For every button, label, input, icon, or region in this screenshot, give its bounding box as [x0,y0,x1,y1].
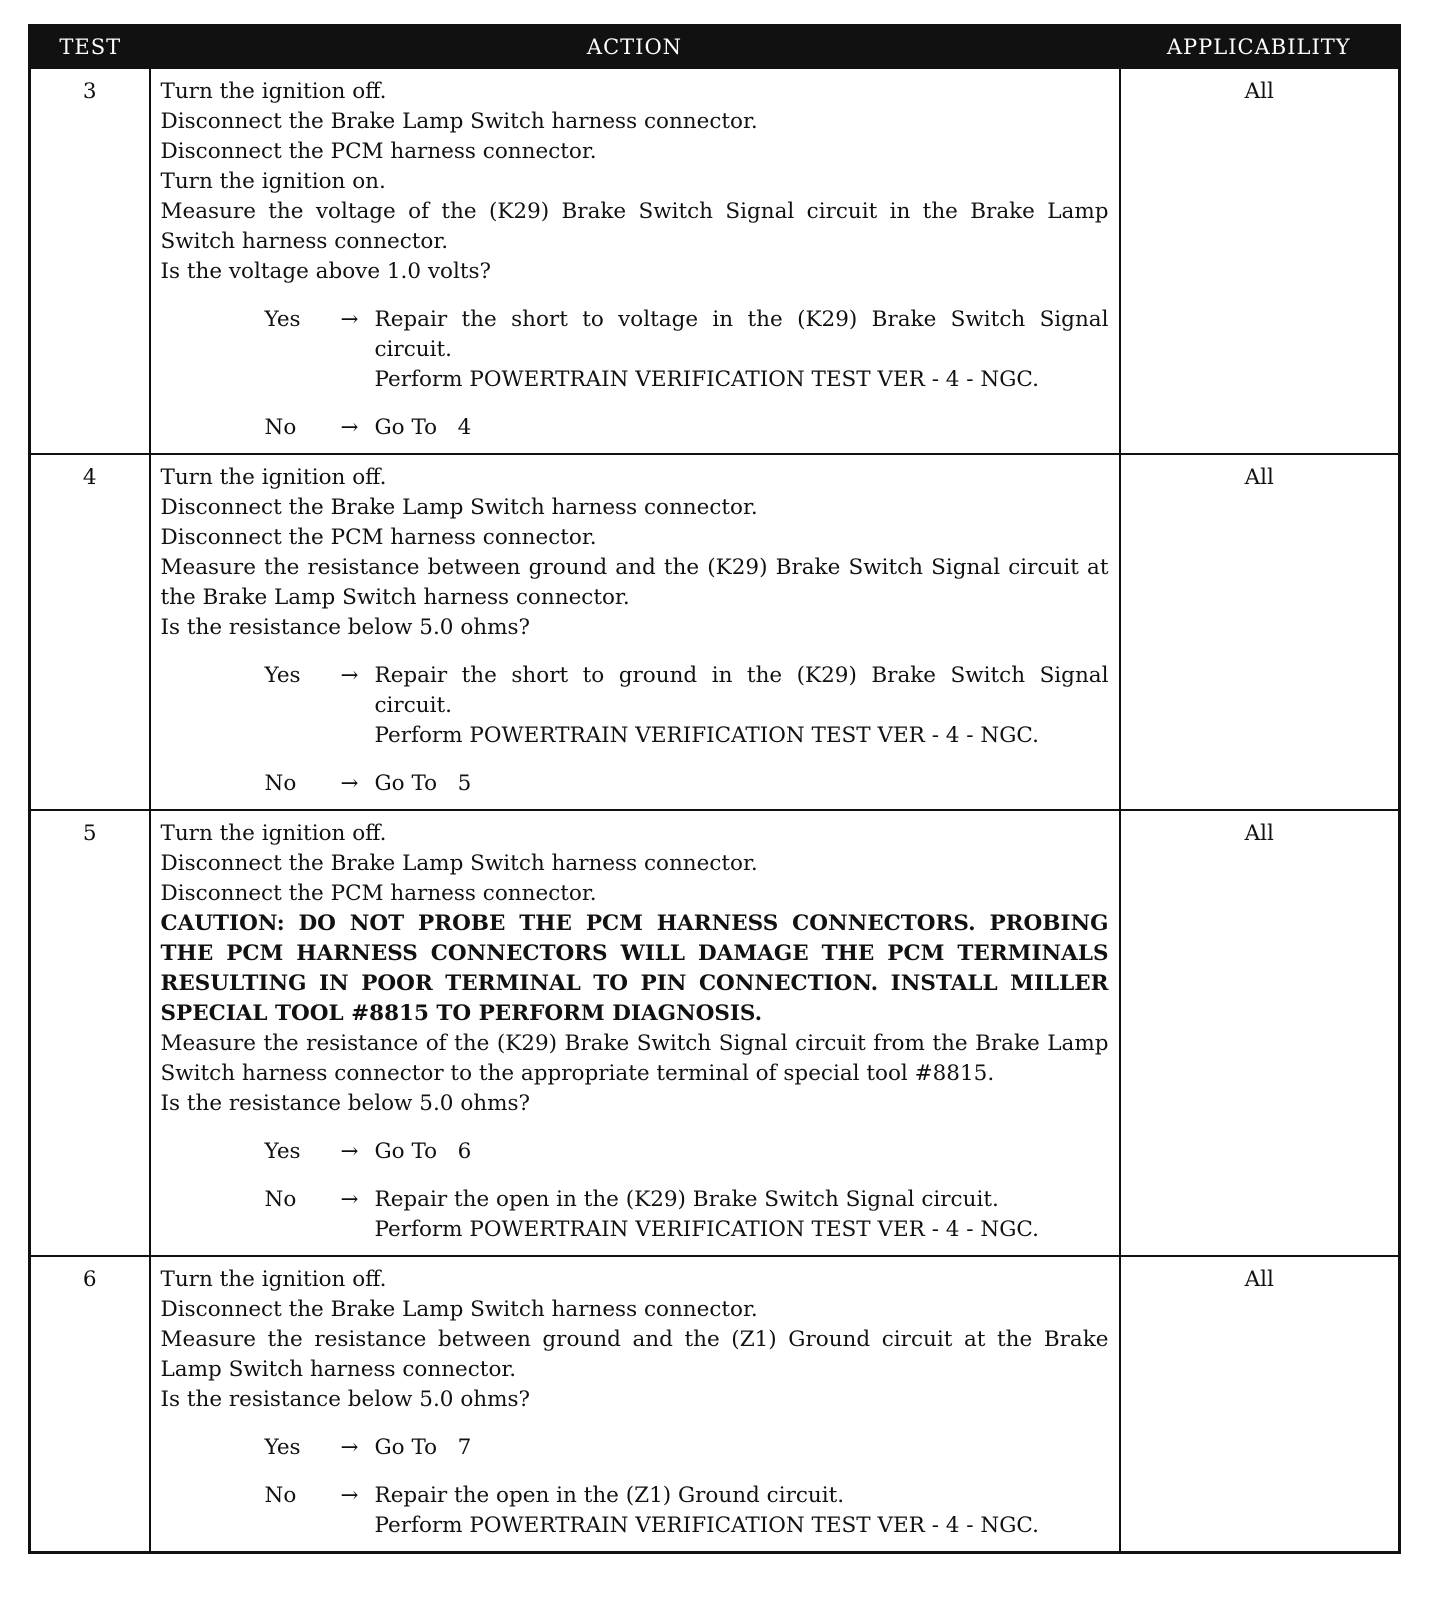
action-step: Turn the ignition off. [160,79,387,104]
applicability-value: All [1120,68,1400,454]
action-question: Is the resistance below 5.0 ohms? [160,615,531,640]
action-step: Turn the ignition off. [160,1267,387,1292]
action-step: Disconnect the Brake Lamp Switch harness connector. [160,495,758,520]
applicability-value: All [1120,1256,1400,1553]
action-cell [150,68,1120,454]
result-line: Repair the open in the (K29) Brake Switch Signal circuit. [374,1187,999,1212]
no-answer [161,1185,1109,1245]
action-step: Measure the voltage of the (K29) Brake Switch Signal circuit in the Brake Lamp Switch harness connector. [160,199,1109,254]
no-result [375,1481,1109,1541]
header-action: ACTION [150,26,1120,69]
arrow-right-icon: → [340,1139,359,1164]
no-answer [161,413,1109,443]
action-step: Disconnect the Brake Lamp Switch harness connector. [160,1297,758,1322]
no-label: No [264,1483,297,1508]
action-step: Measure the resistance between ground and the (Z1) Ground circuit at the Brake Lamp Switch harness connector. [160,1327,1109,1382]
table-row [30,68,1400,454]
arrow-right-icon: → [340,663,359,688]
result-line: Repair the open in the (Z1) Ground circuit. [374,1483,845,1508]
header-applicability: APPLICABILITY [1120,26,1400,69]
test-number: 6 [30,1256,150,1553]
yes-result [375,1137,1109,1167]
no-result [375,769,1109,799]
action-question: Is the resistance below 5.0 ohms? [160,1387,531,1412]
result-line: Go To 5 [374,771,472,796]
action-step: Measure the resistance of the (K29) Brake Switch Signal circuit from the Brake Lamp Switch harness connector to the appropriate terminal of special tool #8815. [160,1031,1109,1086]
no-result [375,1185,1109,1245]
applicability-value: All [1120,810,1400,1256]
arrow-right-icon: → [340,307,359,332]
arrow-right-icon: → [340,771,359,796]
yes-result [375,1433,1109,1463]
yes-answer [161,1433,1109,1463]
yes-result [375,661,1109,751]
arrow-right-icon: → [340,1187,359,1212]
action-step: Disconnect the PCM harness connector. [160,525,597,550]
result-line: Perform POWERTRAIN VERIFICATION TEST VER - 4 - NGC. [374,367,1039,392]
yes-result [375,305,1109,395]
header-test: TEST [30,26,150,69]
no-answer [161,769,1109,799]
no-label: No [264,771,297,796]
action-cell [150,454,1120,810]
no-answer [161,1481,1109,1541]
yes-label: Yes [264,307,301,332]
action-question: Is the resistance below 5.0 ohms? [160,1091,531,1116]
yes-label: Yes [264,663,301,688]
arrow-right-icon: → [340,1483,359,1508]
yes-answer [161,305,1109,395]
yes-label: Yes [264,1139,301,1164]
result-line: Perform POWERTRAIN VERIFICATION TEST VER - 4 - NGC. [374,723,1039,748]
result-line: Repair the short to voltage in the (K29) Brake Switch Signal circuit. [374,307,1109,362]
action-question: Is the voltage above 1.0 volts? [160,259,492,284]
yes-answer [161,1137,1109,1167]
action-step: Disconnect the PCM harness connector. [160,881,597,906]
action-step: Turn the ignition on. [160,169,386,194]
action-cell [150,810,1120,1256]
result-line: Perform POWERTRAIN VERIFICATION TEST VER - 4 - NGC. [374,1513,1039,1538]
arrow-right-icon: → [340,1435,359,1460]
table-row [30,810,1400,1256]
no-label: No [264,1187,297,1212]
action-step: Disconnect the Brake Lamp Switch harness connector. [160,851,758,876]
table-row [30,1256,1400,1553]
no-label: No [264,415,297,440]
result-line: Go To 4 [374,415,472,440]
applicability-value: All [1120,454,1400,810]
action-step: Turn the ignition off. [160,465,387,490]
yes-answer [161,661,1109,751]
diagnostic-page [28,24,1398,1554]
result-line: Go To 7 [374,1435,472,1460]
test-number: 3 [30,68,150,454]
table-header-row [30,26,1400,69]
result-line: Go To 6 [374,1139,472,1164]
action-step: Disconnect the Brake Lamp Switch harness connector. [160,109,758,134]
diagnostic-table [28,24,1401,1554]
result-line: Perform POWERTRAIN VERIFICATION TEST VER - 4 - NGC. [374,1217,1039,1242]
result-line: Repair the short to ground in the (K29) Brake Switch Signal circuit. [374,663,1109,718]
action-cell [150,1256,1120,1553]
caution-note: CAUTION: DO NOT PROBE THE PCM HARNESS CONNECTORS. PROBING THE PCM HARNESS CONNECTORS WILL DAMAGE THE PCM TERMINALS RESULTING IN POOR TERMINAL TO PIN CONNECTION. INSTALL MILLER SPECIAL TOOL #8815 TO PERFORM DIAGNOSIS. [160,911,1109,1026]
table-row [30,454,1400,810]
action-step: Turn the ignition off. [160,821,387,846]
test-number: 5 [30,810,150,1256]
yes-label: Yes [264,1435,301,1460]
action-step: Measure the resistance between ground and the (K29) Brake Switch Signal circuit at the Brake Lamp Switch harness connector. [160,555,1109,610]
arrow-right-icon: → [340,415,359,440]
test-number: 4 [30,454,150,810]
no-result [375,413,1109,443]
action-step: Disconnect the PCM harness connector. [160,139,597,164]
